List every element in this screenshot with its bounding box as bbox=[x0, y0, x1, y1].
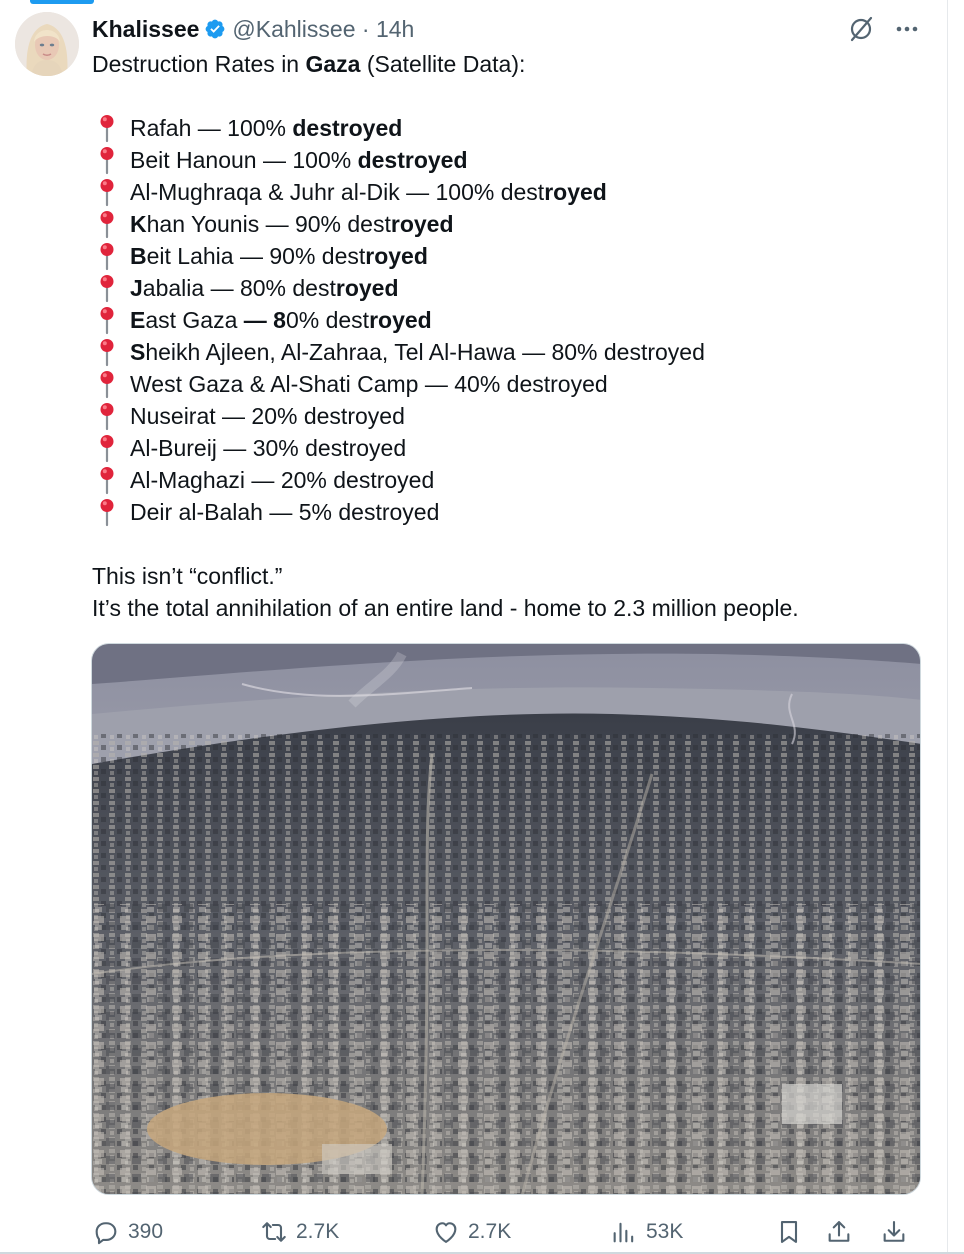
bold-segment: S bbox=[130, 339, 146, 365]
list-item-text bbox=[130, 144, 468, 176]
bold-segment: destroyed bbox=[292, 115, 403, 141]
intro-bold-text: Gaza bbox=[305, 51, 361, 77]
destruction-list-item bbox=[92, 336, 932, 368]
destruction-list-item bbox=[92, 464, 932, 496]
text-segment: han Younis — 90% dest bbox=[146, 211, 391, 237]
timeline-divider bbox=[947, 0, 948, 1254]
reply-button[interactable] bbox=[92, 1214, 163, 1250]
list-item-text bbox=[130, 432, 406, 464]
list-item-text bbox=[130, 336, 705, 368]
like-count: 2.7K bbox=[468, 1220, 512, 1243]
tweet-header bbox=[92, 13, 414, 45]
round-pushpin-icon bbox=[94, 241, 120, 271]
timestamp[interactable]: 14h bbox=[375, 15, 415, 42]
round-pushpin-icon bbox=[94, 177, 120, 207]
round-pushpin-icon bbox=[94, 369, 120, 399]
round-pushpin-icon bbox=[94, 465, 120, 495]
bold-segment: royed bbox=[544, 179, 607, 205]
round-pushpin-icon bbox=[94, 209, 120, 239]
repost-icon bbox=[260, 1218, 288, 1246]
text-segment: heikh Ajleen, Al-Zahraa, Tel Al-Hawa — 80% destroyed bbox=[145, 339, 705, 365]
repost-count: 2.7K bbox=[296, 1220, 340, 1243]
meta-separator: · bbox=[355, 15, 376, 42]
text-segment: Al-Bureij — 30% destroyed bbox=[130, 435, 407, 461]
list-item-text bbox=[130, 112, 402, 144]
avatar[interactable] bbox=[15, 12, 79, 76]
destruction-list-item bbox=[92, 240, 932, 272]
text-segment: Rafah — 100% bbox=[130, 115, 293, 141]
round-pushpin-icon bbox=[94, 145, 120, 175]
list-item-text bbox=[130, 400, 405, 432]
bold-segment: E bbox=[130, 307, 146, 333]
bold-segment: royed bbox=[335, 275, 399, 301]
destruction-list-item bbox=[92, 208, 932, 240]
list-item-text bbox=[130, 208, 454, 240]
destruction-list-item bbox=[92, 112, 932, 144]
round-pushpin-icon bbox=[94, 337, 120, 367]
round-pushpin-icon bbox=[94, 401, 120, 431]
closing-line: This isn’t “conflict.” bbox=[92, 563, 283, 589]
text-segment: Deir al-Balah — 5% destroyed bbox=[130, 499, 440, 525]
round-pushpin-icon bbox=[94, 273, 120, 303]
destruction-list-item bbox=[92, 304, 932, 336]
list-item-text bbox=[130, 176, 607, 208]
aerial-city-photo bbox=[92, 644, 921, 1195]
list-item-text bbox=[130, 368, 608, 400]
like-icon bbox=[432, 1218, 460, 1246]
round-pushpin-icon bbox=[94, 497, 120, 527]
views-icon bbox=[610, 1218, 638, 1246]
destruction-list-item bbox=[92, 432, 932, 464]
bold-segment: royed bbox=[390, 211, 454, 237]
text-segment: eit Lahia — 90% dest bbox=[146, 243, 366, 269]
grok-icon[interactable] bbox=[846, 14, 876, 44]
destruction-list-item bbox=[92, 496, 932, 528]
list-item-text bbox=[130, 240, 428, 272]
destruction-list-item bbox=[92, 272, 932, 304]
text-segment: Al-Maghazi — 20% destroyed bbox=[130, 467, 435, 493]
closing-line: It’s the total annihilation of an entire land - home to 2.3 million people. bbox=[92, 595, 799, 621]
bold-segment: royed bbox=[369, 307, 432, 333]
tweet-text bbox=[92, 48, 932, 624]
tweet-photo[interactable] bbox=[91, 643, 921, 1195]
spacer bbox=[92, 528, 932, 560]
display-name[interactable]: Khalissee bbox=[92, 15, 200, 42]
tweet-intro-line bbox=[92, 48, 932, 80]
tweet-actions bbox=[92, 1214, 922, 1250]
download-icon bbox=[880, 1218, 908, 1246]
handle[interactable]: @Kahlissee bbox=[232, 15, 356, 42]
text-segment: abalia — 80% dest bbox=[142, 275, 336, 301]
list-item-text bbox=[130, 304, 432, 336]
round-pushpin-icon bbox=[94, 113, 120, 143]
reply-count: 390 bbox=[128, 1220, 164, 1243]
text-segment: Nuseirat — 20% destroyed bbox=[130, 403, 405, 429]
list-item-text bbox=[130, 464, 434, 496]
intro-suffix-text: (Satellite Data): bbox=[360, 51, 526, 77]
more-icon[interactable] bbox=[892, 16, 922, 42]
text-segment: 0% dest bbox=[285, 307, 370, 333]
text-segment: Beit Hanoun — 100% bbox=[130, 147, 358, 173]
bold-segment: K bbox=[130, 211, 147, 237]
spacer bbox=[92, 80, 932, 112]
list-item-text bbox=[130, 272, 399, 304]
verified-badge-icon bbox=[204, 18, 226, 40]
text-segment: Al-Mughraqa & Juhr al-Dik — 100% dest bbox=[130, 179, 545, 205]
destruction-list-item bbox=[92, 400, 932, 432]
share-icon bbox=[825, 1218, 853, 1246]
intro-text: Destruction Rates in bbox=[92, 51, 306, 77]
bold-segment: destroyed bbox=[357, 147, 468, 173]
download-button[interactable] bbox=[880, 1214, 908, 1250]
repost-button[interactable] bbox=[260, 1214, 339, 1250]
text-segment: West Gaza & Al-Shati Camp — 40% destroyed bbox=[130, 371, 608, 397]
views-button[interactable] bbox=[610, 1214, 683, 1250]
active-tab-indicator bbox=[30, 0, 94, 4]
like-button[interactable] bbox=[432, 1214, 511, 1250]
destruction-list-item bbox=[92, 144, 932, 176]
bold-segment: — 8 bbox=[243, 307, 286, 333]
bookmark-button[interactable] bbox=[775, 1214, 803, 1250]
bold-segment: royed bbox=[365, 243, 428, 269]
text-segment: ast Gaza bbox=[145, 307, 244, 333]
destruction-list bbox=[92, 112, 932, 528]
bold-segment: J bbox=[130, 275, 143, 301]
bold-segment: B bbox=[130, 243, 147, 269]
views-count: 53K bbox=[646, 1220, 684, 1243]
list-item-text bbox=[130, 496, 439, 528]
reply-icon bbox=[92, 1218, 120, 1246]
round-pushpin-icon bbox=[94, 433, 120, 463]
bookmark-icon bbox=[775, 1218, 803, 1246]
share-button[interactable] bbox=[825, 1214, 853, 1250]
destruction-list-item bbox=[92, 368, 932, 400]
destruction-list-item bbox=[92, 176, 932, 208]
round-pushpin-icon bbox=[94, 305, 120, 335]
